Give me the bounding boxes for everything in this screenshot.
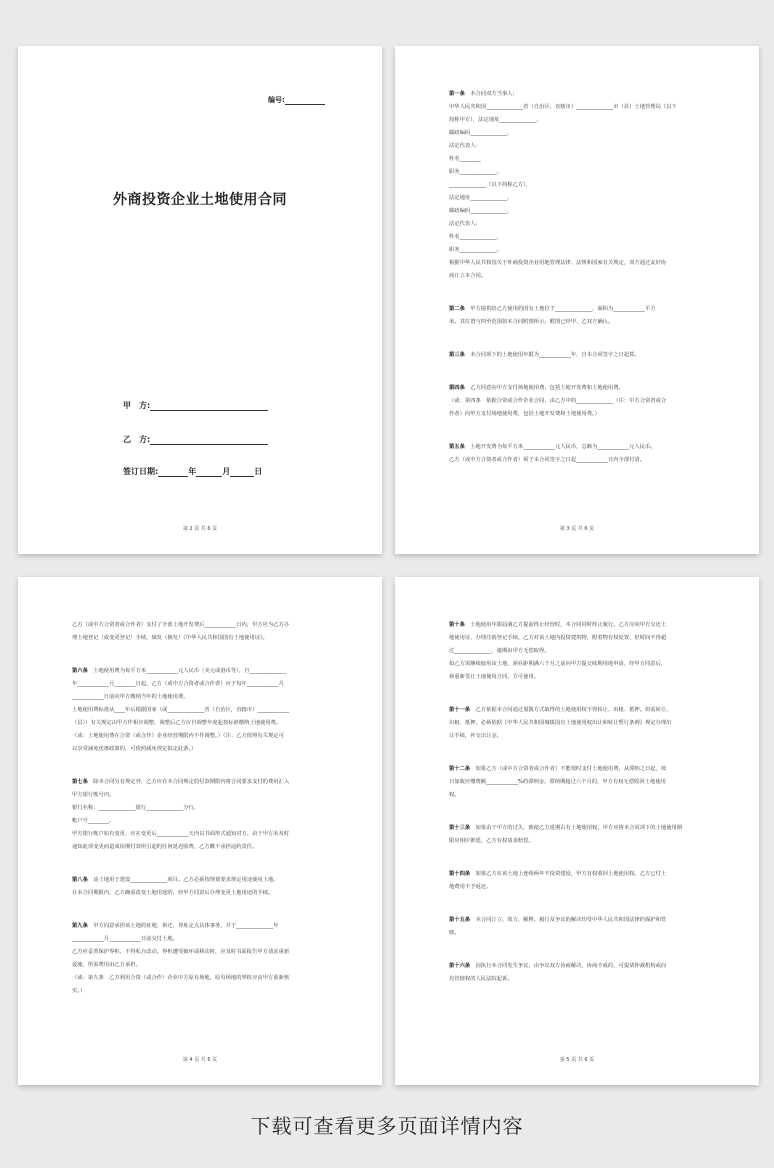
paragraph-line: 第九条 甲方同意承担该土地的征地、拆迁、界址定点具体事务，并于______________年 [72,923,279,929]
paragraph-line: 姓名________ [449,156,481,162]
paragraph-line: 甲方银行帐户如有变更，应在变更后____________天内以书面形式通知对方。由于甲方未及时 [72,831,290,837]
download-caption: 下载可查看更多页面详情内容 [250,1114,524,1138]
paragraph-line: 第十四条 如果乙方在该土地上连续两年不投资建设，甲方有权收回土地使用权。乙方已付土 [449,871,667,877]
paragraph-line: 日加收应缴费额____________%的滞纳金，滞纳期超过六个月的，甲方有权无偿收回土地使用 [449,779,666,785]
document-title: 外商投资企业土地使用合同 [113,192,287,208]
paragraph-line: 法定地址______________， [449,195,513,201]
paragraph-line: 米。其位置与四至范围如本合同附图所示。附图已经甲、乙双方确认。 [449,319,614,325]
contract-page-5 [395,577,759,1085]
paragraph-line: 根据中华人民共和国关于外商投资企业用地管理法律、法规和国家有关规定，双方通过友好协 [449,260,667,266]
paragraph-line: 姓名______________， [449,234,502,240]
sign-date-label: 签订日期: [123,467,159,476]
paragraph-gap [449,329,713,349]
paragraph-line: 第十条 土地使用年限届满乙方提前终止经营时，本合同同时终止履行。乙方应向甲方交还土 [449,622,667,628]
paragraph-line: 土地使用费标准从____年后根据国家（或______________省（自治区，直辖市）____________ [72,707,290,713]
paragraph-line: 第六条 土地使用费为每平方米____________元人民币（美元或港币等），自______________ [72,668,287,674]
paragraph-line: （县））有关规定由甲方作相应调整，调整后乙方应自调整年度起按标准缴纳土地使用费。 [72,720,282,726]
paragraph-line: 第三条 本合同项下的土地使用年限为____________年，自本合同签字之日起算。 [449,352,640,358]
page-5-content [449,619,713,986]
paragraph-line: 第五条 土地开发费为每平方米____________元人民币，总额为____________元人民币。 [449,444,656,450]
paragraph-line: 第一条 本合同双方当事人: [449,91,515,97]
paragraph-line: 甲方银行帐号内。 [72,792,115,798]
page-3-content [449,88,713,467]
article-heading: 第一条 [449,91,465,97]
paragraph-line: 乙方（或中方合资者或合作者）支付了全部土地开发费后____________日内，甲方应为乙方办 [72,622,290,628]
article-heading: 第十四条 [449,871,471,877]
paragraph-gap [449,283,713,303]
paragraph-line: 中华人民共和国______________省（自治区、直辖市）______________市（县）土地管理局（以下 [449,104,677,110]
contract-number-label: 编号: [268,96,285,104]
paragraph-line: 第四条 乙方同意向甲方支付场地使用费，包括土地开发费和土地使用费。 [449,385,624,391]
paragraph-line: 辖。 [449,930,460,936]
paragraph-line: 第七条 除本合同另有规定外，乙方应在本合同规定的付款期限内将合同要求支付的费用汇入 [72,779,290,785]
article-heading: 第四条 [449,385,465,391]
page-footer: 第 3 页 共 6 页 [559,526,595,532]
paragraph-line: 法定代表人: [449,143,478,149]
contract-page-4 [18,577,382,1085]
article-heading: 第十一条 [449,707,471,713]
article-heading: 第十三条 [449,825,471,831]
party-b-line [123,434,268,445]
paragraph-gap [449,684,713,704]
contract-number-blank [285,97,325,105]
article-heading: 第十条 [449,622,465,628]
paragraph-line: 年____________月________日起，乙方（或中方合资者或合作者）应于每年____________月 [72,681,284,687]
contract-page-3 [395,46,759,554]
paragraph-line: （或：第九条 乙方利用合资（或合作）企业中方原有场地，原有场地的界桩应由甲方重新核 [72,975,290,981]
article-heading: 第十六条 [449,963,471,969]
page-footer: 第 4 页 共 6 页 [182,1057,218,1063]
paragraph-line: （或：土地使用费在合资（或合作）企业经营期限内不作调整。）（注：乙方依照有关规定可 [72,733,284,739]
paragraph-line: 作者）向甲方支付场地使用费，包括土地开发费和土地使用费。） [449,411,600,417]
paragraph-line: 出租、抵押，必须依据《中华人民共和国城镇国有土地使用权出让和转让暂行条例》规定办理出 [449,720,672,726]
paragraph-line: 限应相应推延，乙方有权请求赔偿。 [449,838,534,844]
article-heading: 第三条 [449,352,465,358]
paragraph-line: 第十五条 本合同订立、效力、解释、履行及争议的解决均受中华人民共和国法律的保护和管 [449,917,667,923]
paragraph-line: 第二条 甲方提供给乙方使用的国有土地位于______________，面积为____________平方 [449,306,656,312]
paragraph-line: ____________月____________日前交付土地。 [72,936,178,942]
paragraph-line: 权。 [449,792,460,798]
page-4-content [72,619,336,998]
paragraph-line: 银行名称：______________银行______________分行， [72,805,200,811]
article-heading: 第二条 [449,306,465,312]
paragraph-line: （或：第四条 依据合资或合作企业合同，由乙方中的______________（注：中方合资者或合 [449,398,667,404]
day-label: 日 [254,467,263,476]
paragraph-line: 须重新签订土地使用合同，方可使用。 [449,674,540,680]
paragraph-gap [449,940,713,960]
party-b-label: 乙 方: [123,435,151,444]
month-blank [196,468,222,477]
paragraph-line: 地使用证，办理注销登记手续。乙方对该土地内投资建筑物，附着物有权处置，但时间不得超 [449,635,667,641]
day-blank [230,468,254,477]
paragraph-line: 以享受减免优惠政策的，可依照减免规定拟定此条。） [72,746,197,752]
paragraph-line: 如乙方需继续使用该土地，须在距期满六个月之前向甲方提交续期用地申请，经甲方同意后， [449,661,667,667]
paragraph-gap [449,421,713,441]
article-heading: 第十二条 [449,766,471,772]
paragraph-line: 在本合同期限内，乙方确需改变土地用途的，经甲方同意后办理变更土地用途的手续。 [72,890,274,896]
paragraph-line: 乙方应妥善保护界桩，不得私自改动。界桩遭受破坏或移动时，应及时书面报告甲方请求重新 [72,949,290,955]
paragraph-gap [449,848,713,868]
paragraph-line: 邮政编码______________， [449,208,513,214]
page-footer: 第 2 页 共 6 页 [182,526,218,532]
paragraph-line: 有管辖权的人民法院起诉。 [449,976,513,982]
paragraph-line: 第十二条 如果乙方（或中方合资者或合作者）不能按时支付土地使用费，从滞纳之日起，按 [449,766,667,772]
paragraph-line: 地费用不予返还。 [449,884,492,890]
paragraph-gap [72,645,336,665]
year-blank [158,468,188,477]
party-a-label: 甲 方: [123,401,151,410]
paragraph-line: 设施，所需费用由乙方承担。 [72,962,141,968]
paragraph-line: 职务______________。 [449,169,502,175]
paragraph-line: 邮政编码______________， [449,130,513,136]
paragraph-gap [72,854,336,874]
paragraph-line: ______________（以下简称乙方）， [449,182,532,188]
paragraph-line: 简称甲方），法定地址______________， [449,117,542,123]
page-footer: 第 5 页 共 6 页 [559,1057,595,1063]
sign-date-line [123,466,262,477]
party-a-blank [150,402,268,411]
paragraph-line: 帐户号________。 [72,818,115,824]
cover-page [18,46,382,554]
article-heading: 第七条 [72,779,88,785]
paragraph-line: 职务______________。 [449,247,502,253]
paragraph-line: 让手续，补交出让金。 [449,733,502,739]
party-a-line [123,400,268,411]
article-heading: 第五条 [449,444,465,450]
paragraph-gap [449,894,713,914]
article-heading: 第十五条 [449,917,471,923]
contract-number [268,95,325,105]
article-heading: 第八条 [72,877,88,883]
paragraph-line: 实。） [72,988,86,994]
paragraph-gap [72,756,336,776]
paragraph-gap [449,743,713,763]
paragraph-line: 第十一条 乙方依据本合同通过划拨方式取得的土地使用权不得转让、出租、抵押。如需转让、 [449,707,672,713]
article-heading: 第九条 [72,923,88,929]
paragraph-gap [449,802,713,822]
party-b-blank [150,436,268,445]
paragraph-line: 通知此项变更而造成误期付款所引起的任何延迟收费，乙方概不承担违约责任。 [72,844,258,850]
article-heading: 第六条 [72,668,88,674]
paragraph-line: 乙方（或中方合资者或合作者）须于本合同签字之日起____________日内全部付清。 [449,457,645,463]
paragraph-line: 理土地登记（或变更登记）手续，颁发（换发）《中华人民共和国国有土地使用证》。 [72,635,268,641]
paragraph-line: 过______________，逾期由甲方无偿取得。 [449,648,550,654]
paragraph-line: 商订立本合同。 [449,273,487,279]
paragraph-line: 第十六条 因执行本合同发生争议，由争议双方协商解决，协商不成的，可提请仲裁机构或向 [449,963,667,969]
year-label: 年 [188,467,197,476]
paragraph-gap [72,900,336,920]
month-label: 月 [222,467,231,476]
paragraph-line: 法定代表人: [449,221,478,227]
paragraph-line: 第十三条 如果由于甲方的过失，致使乙方延期占有土地使用权，甲方应将本合同项下的土地使用期 [449,825,683,831]
paragraph-line: ____________日前向甲方缴纳当年的土地使用费。 [72,694,189,700]
paragraph-gap [449,362,713,382]
paragraph-line: 第八条 该土地用于建设______________项目。乙方必须按规划要求规定用途使用土地。 [72,877,279,883]
